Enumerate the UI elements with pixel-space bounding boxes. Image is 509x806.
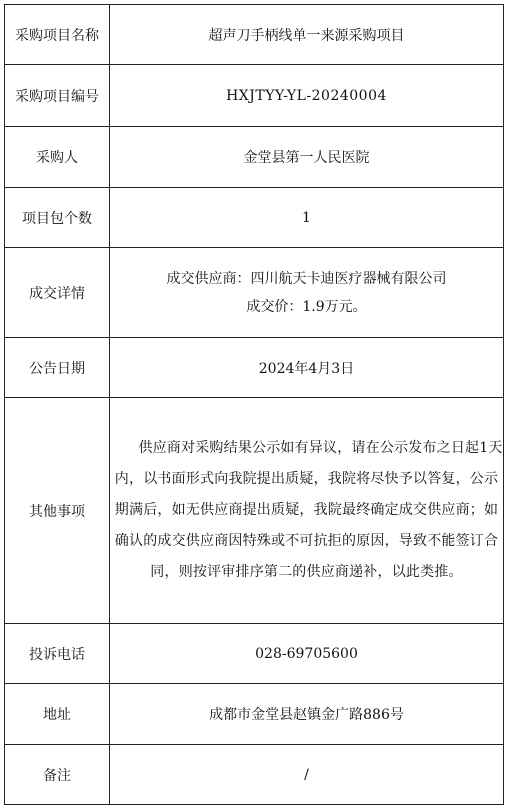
value-deal-details [110, 248, 504, 338]
row-complaint-phone [5, 624, 504, 684]
row-remarks [5, 745, 504, 805]
other-matters-text: 供应商对采购结果公示如有异议，请在公示发布之日起1天内，以书面形式向我院提出质疑，我院将尽快予以答复，公示期满后，如无供应商提出质疑，我院最终确定成交供应商；如确认的成交供应商因特殊或不可抗拒的原因，导致不能签订合同，则按评审排序第二的供应商递补，以此类推。 [114, 440, 503, 580]
value-project-number: HXJTYY-YL-20240004 [110, 65, 504, 127]
value-other-matters [110, 398, 504, 624]
value-complaint-phone: 028-69705600 [110, 624, 504, 684]
row-project-name [5, 5, 504, 65]
label-purchaser: 采购人 [5, 127, 110, 188]
row-project-number [5, 65, 504, 127]
row-package-count [5, 188, 504, 248]
label-address: 地址 [5, 684, 110, 745]
value-remarks: / [110, 745, 504, 805]
row-deal-details [5, 248, 504, 338]
label-project-name: 采购项目名称 [5, 5, 110, 65]
label-complaint-phone: 投诉电话 [5, 624, 110, 684]
value-purchaser: 金堂县第一人民医院 [110, 127, 504, 188]
procurement-announcement-table [4, 4, 504, 805]
label-remarks: 备注 [5, 745, 110, 805]
row-address [5, 684, 504, 745]
row-purchaser [5, 127, 504, 188]
deal-price: 成交价：1.9万元。 [246, 298, 367, 315]
value-project-name: 超声刀手柄线单一来源采购项目 [110, 5, 504, 65]
label-other-matters: 其他事项 [5, 398, 110, 624]
row-other-matters [5, 398, 504, 624]
label-announcement-date: 公告日期 [5, 338, 110, 398]
label-deal-details: 成交详情 [5, 248, 110, 338]
deal-supplier: 成交供应商：四川航天卡迪医疗器械有限公司 [166, 270, 447, 287]
value-announcement-date: 2024年4月3日 [110, 338, 504, 398]
value-address: 成都市金堂县赵镇金广路886号 [110, 684, 504, 745]
label-package-count: 项目包个数 [5, 188, 110, 248]
label-project-number: 采购项目编号 [5, 65, 110, 127]
row-announcement-date [5, 338, 504, 398]
value-package-count: 1 [110, 188, 504, 248]
